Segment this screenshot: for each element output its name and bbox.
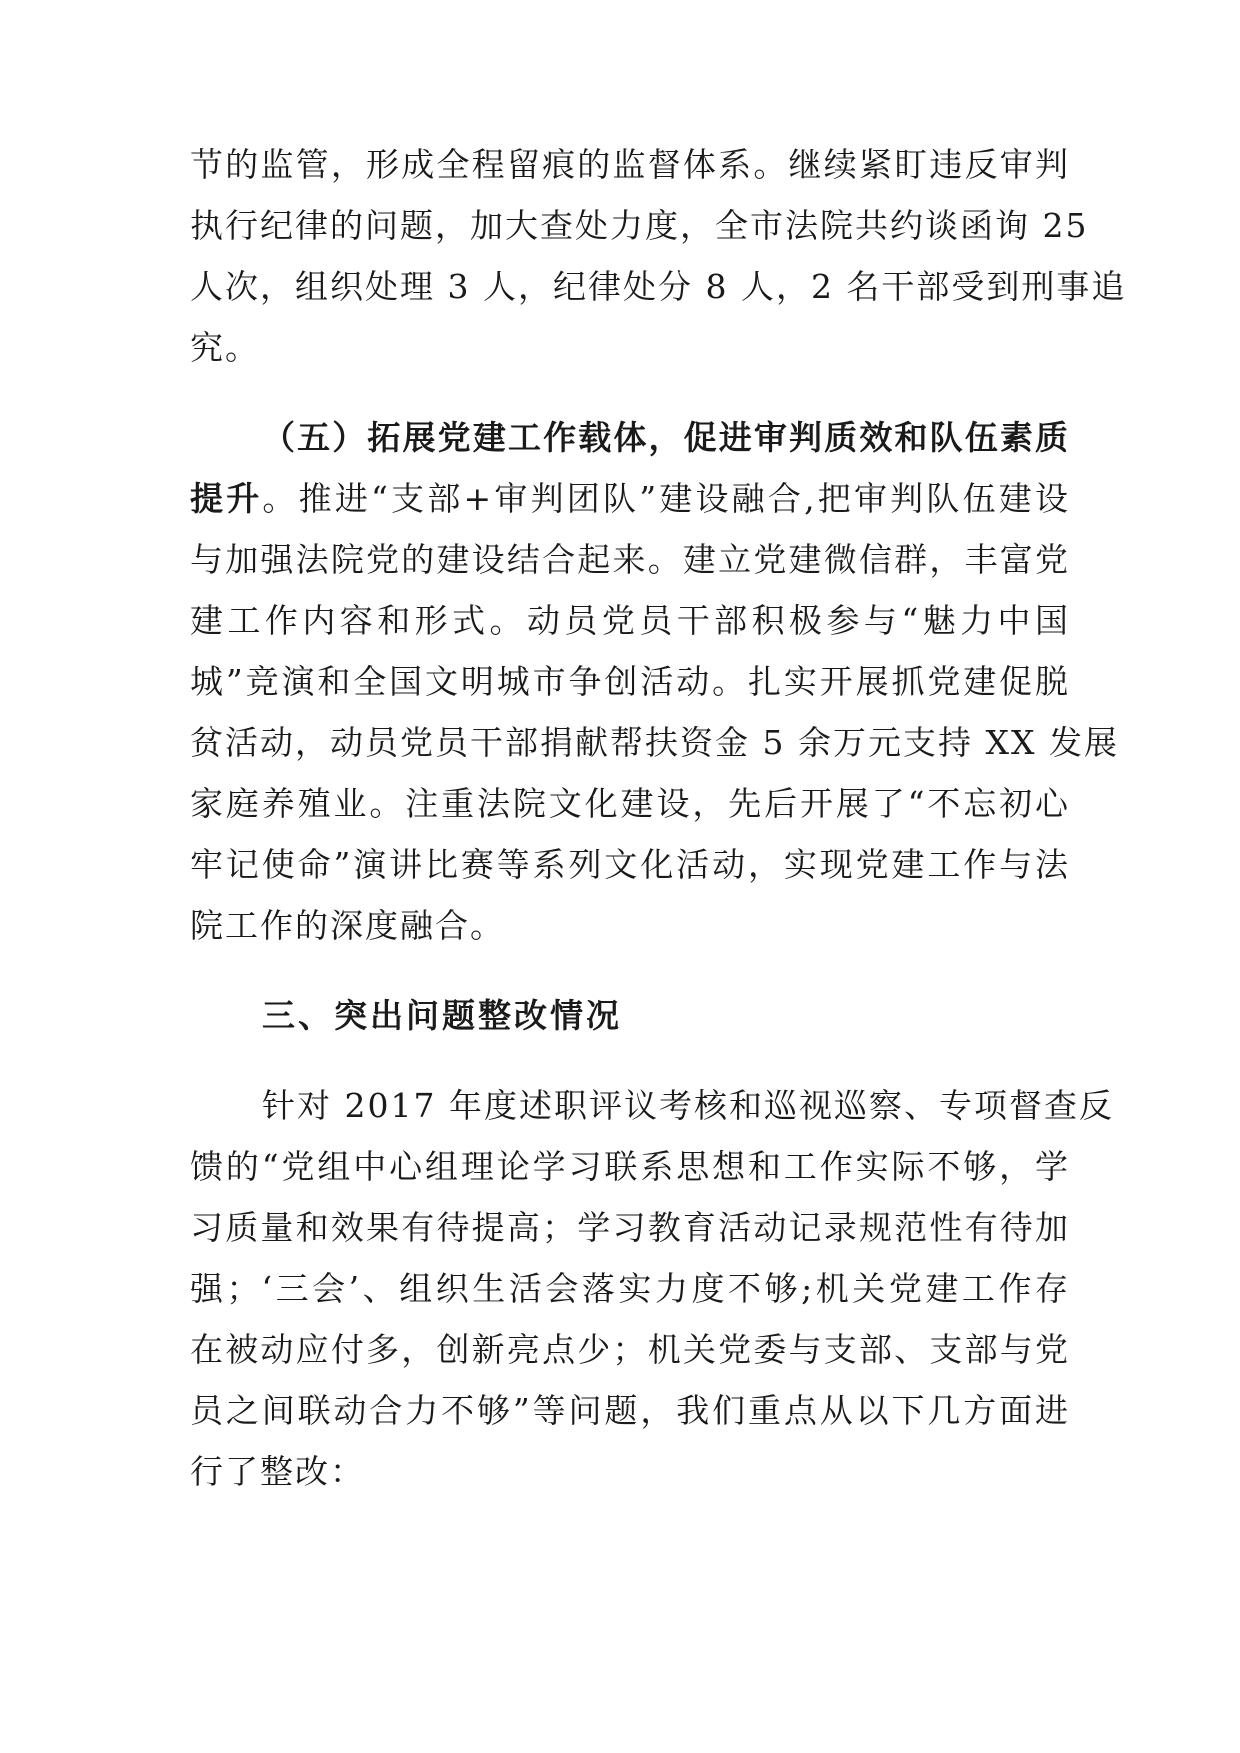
paragraph-line: 人次，组织处理 3 人，纪律处分 8 人，2 名干部受到刑事追 [190, 267, 1127, 306]
paragraph-line: 馈的“党组中心组理论学习联系思想和工作实际不够，学 [190, 1147, 1070, 1186]
paragraph-line: 在被动应付多，创新亮点少；机关党委与支部、支部与党 [190, 1330, 1070, 1369]
paragraph-line [190, 479, 1070, 519]
paragraph-line: 员之间联动合力不够”等问题，我们重点从以下几方面进 [190, 1391, 1070, 1430]
paragraph-line: 习质量和效果有待提高；学习教育活动记录规范性有待加 [190, 1208, 1070, 1247]
paragraph-line: 家庭养殖业。注重法院文化建设，先后开展了“不忘初心 [190, 784, 1070, 823]
section-title: 三、突出问题整改情况 [262, 996, 622, 1035]
paragraph-line: 强；‘三会’、组织生活会落实力度不够;机关党建工作存 [190, 1269, 1070, 1308]
paragraph-line: 建工作内容和形式。动员党员干部积极参与“魅力中国 [190, 601, 1070, 640]
paragraph-line: 究。 [190, 328, 260, 367]
paragraph-line: 针对 2017 年度述职评议考核和巡视巡察、专项督查反 [262, 1086, 1114, 1125]
paragraph-line: 贫活动，动员党员干部捐献帮扶资金 5 余万元支持 XX 发展 [190, 723, 1119, 762]
subsection-heading-end: 提升 [190, 479, 263, 518]
paragraph-line: 城”竞演和全国文明城市争创活动。扎实开展抓党建促脱 [190, 662, 1070, 701]
paragraph-line: 院工作的深度融合。 [190, 906, 505, 945]
paragraph-text: 。推进“支部+审判团队”建设融合,把审判队伍建设 [262, 479, 1071, 518]
paragraph-line: 牢记使命”演讲比赛等系列文化活动，实现党建工作与法 [190, 845, 1070, 884]
paragraph-line: 行了整改： [190, 1452, 365, 1491]
paragraph-line: 与加强法院党的建设结合起来。建立党建微信群，丰富党 [190, 540, 1070, 579]
paragraph-line: 执行纪律的问题，加大查处力度，全市法院共约谈函询 25 [190, 206, 1089, 245]
paragraph-line: 节的监管，形成全程留痕的监督体系。继续紧盯违反审判 [190, 145, 1070, 184]
subsection-heading: （五）拓展党建工作载体，促进审判质效和队伍素质 [262, 418, 1070, 457]
